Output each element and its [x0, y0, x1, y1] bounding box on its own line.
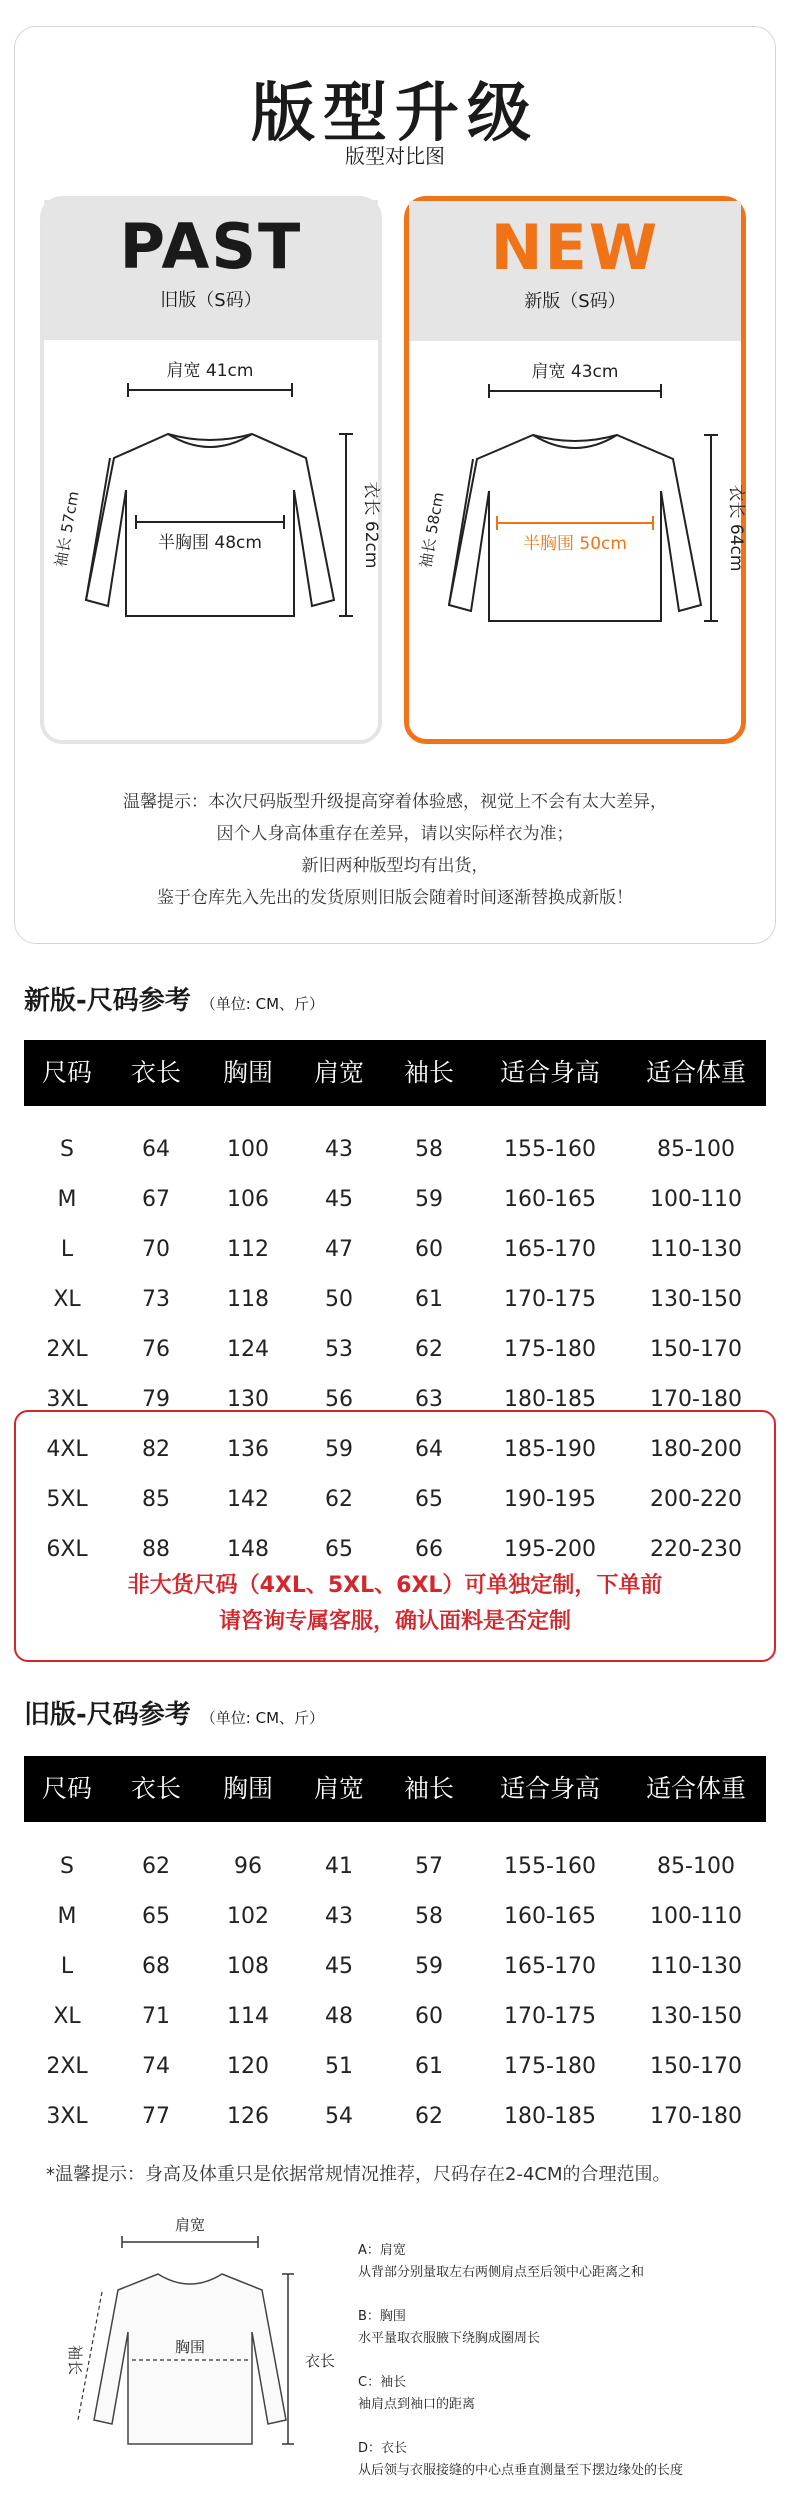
- table-cell: 3XL: [46, 2104, 88, 2129]
- table-cell: 63: [415, 1387, 443, 1412]
- table-cell: 70: [142, 1237, 170, 1262]
- table-cell: 150-170: [650, 2054, 742, 2079]
- table-cell: 130: [227, 1387, 269, 1412]
- table-row: [24, 1842, 766, 1892]
- table-cell: 175-180: [504, 1337, 596, 1362]
- table-cell: 2XL: [46, 2054, 88, 2079]
- new-sleeve-label: 袖长 58cm: [416, 490, 448, 570]
- table-cell: 165-170: [504, 1954, 596, 1979]
- table-cell: 67: [142, 1187, 170, 1212]
- table-cell: 60: [415, 1237, 443, 1262]
- table-cell: 190-195: [504, 1487, 596, 1512]
- table-cell: 118: [227, 1287, 269, 1312]
- new-length-label: 衣长 64cm: [726, 484, 746, 572]
- table-cell: 64: [142, 1137, 170, 1162]
- table-row: [24, 1275, 766, 1325]
- new_table-header-cell: 适合体重: [645, 1058, 746, 1087]
- table-cell: 48: [325, 2004, 353, 2029]
- new-header: [409, 201, 741, 341]
- table-cell: 73: [142, 1287, 170, 1312]
- table-row: [24, 1325, 766, 1375]
- legend-d: [358, 2438, 683, 2482]
- table-cell: 120: [227, 2054, 269, 2079]
- table-cell: XL: [53, 1287, 81, 1312]
- table-cell: 155-160: [504, 1854, 596, 1879]
- legend-title: D：衣长: [358, 2441, 408, 2456]
- table-cell: 50: [325, 1287, 353, 1312]
- table-cell: 220-230: [650, 1537, 742, 1562]
- notice-line: 温馨提示：本次尺码版型升级提高穿着体验感，视觉上不会有太大差异，: [123, 792, 667, 812]
- table-cell: 41: [325, 1854, 353, 1879]
- table-cell: M: [57, 1904, 77, 1929]
- table-cell: 180-185: [504, 1387, 596, 1412]
- table-cell: 160-165: [504, 1187, 596, 1212]
- table-cell: 124: [227, 1337, 269, 1362]
- legend-title: A：肩宽: [358, 2243, 406, 2258]
- table-cell: 180-185: [504, 2104, 596, 2129]
- legend-desc: 从背部分别量取左右两侧肩点至后领中心距离之和: [358, 2265, 645, 2280]
- new-table-title-text: 新版-尺码参考: [24, 986, 191, 1016]
- table-cell: 114: [227, 2004, 269, 2029]
- table-cell: 68: [142, 1954, 170, 1979]
- diagram-shirt: [94, 2274, 286, 2444]
- table-cell: 66: [415, 1537, 443, 1562]
- table-cell: 195-200: [504, 1537, 596, 1562]
- table-row: [24, 1125, 766, 1175]
- past-shirt-diagram: [44, 340, 381, 740]
- table-cell: 54: [325, 2104, 353, 2129]
- notice-line: 因个人身高体重存在差异，请以实际样衣为准；: [216, 824, 574, 844]
- table-cell: 43: [325, 1137, 353, 1162]
- past-sub: 旧版（S码）: [160, 290, 262, 311]
- diagram-shoulder-label: 肩宽: [174, 2216, 206, 2234]
- new_table-header-cell: 衣长: [130, 1058, 181, 1087]
- table-cell: 102: [227, 1904, 269, 1929]
- table-cell: S: [60, 1854, 74, 1879]
- table-cell: 65: [325, 1537, 353, 1562]
- table-cell: XL: [53, 2004, 81, 2029]
- legend-desc: 从后领与衣服接缝的中心点垂直测量至下摆边缘处的长度: [358, 2463, 684, 2478]
- table-cell: 160-165: [504, 1904, 596, 1929]
- table-cell: 79: [142, 1387, 170, 1412]
- past-word: PAST: [119, 210, 303, 283]
- table-cell: 61: [415, 2054, 443, 2079]
- old_table-header-cell: 衣长: [130, 1774, 181, 1803]
- table-row: [24, 1225, 766, 1275]
- table-cell: 126: [227, 2104, 269, 2129]
- notice-text: [0, 786, 790, 914]
- table-cell: 74: [142, 2054, 170, 2079]
- new_table-header-cell: 适合身高: [499, 1058, 600, 1087]
- old_table-header-cell: 胸围: [222, 1774, 273, 1803]
- table-row: [24, 1992, 766, 2042]
- notice-line: 鉴于仓库先入先出的发货原则旧版会随着时间逐渐替换成新版！: [157, 888, 633, 908]
- table-cell: 64: [415, 1437, 443, 1462]
- table-cell: 155-160: [504, 1137, 596, 1162]
- table-cell: 150-170: [650, 1337, 742, 1362]
- new_table-header-cell: 袖长: [403, 1058, 454, 1087]
- table-row: [24, 1942, 766, 1992]
- new-table-header: [24, 1040, 766, 1106]
- size-tip: *温馨提示：身高及体重只是依据常规情况推荐，尺码存在2-4CM的合理范围。: [46, 2164, 671, 2185]
- table-cell: 4XL: [46, 1437, 88, 1462]
- table-cell: 61: [415, 1287, 443, 1312]
- past-length-label: 衣长 62cm: [361, 481, 381, 569]
- table-cell: 65: [415, 1487, 443, 1512]
- table-cell: 110-130: [650, 1954, 742, 1979]
- new-chest-label: 半胸围 50cm: [523, 534, 627, 554]
- new-table-unit: （单位: CM、斤）: [200, 995, 325, 1013]
- table-cell: 56: [325, 1387, 353, 1412]
- old_table-header-cell: 袖长: [403, 1774, 454, 1803]
- table-cell: 200-220: [650, 1487, 742, 1512]
- table-cell: 85-100: [657, 1137, 735, 1162]
- table-cell: 130-150: [650, 1287, 742, 1312]
- table-cell: L: [60, 1237, 74, 1262]
- table-cell: 136: [227, 1437, 269, 1462]
- table-cell: M: [57, 1187, 77, 1212]
- table-cell: 108: [227, 1954, 269, 1979]
- past-shirt-outline: [86, 434, 334, 616]
- diagram-chest-label: 胸围: [174, 2338, 206, 2356]
- table-cell: 60: [415, 2004, 443, 2029]
- table-cell: 106: [227, 1187, 269, 1212]
- diagram-length-label: 衣长: [304, 2352, 336, 2370]
- table-cell: 47: [325, 1237, 353, 1262]
- legend-title: C：袖长: [358, 2375, 407, 2390]
- page-title: 版型升级: [251, 77, 539, 151]
- table-cell: 170-175: [504, 1287, 596, 1312]
- page-subtitle: 版型对比图: [345, 144, 445, 168]
- old_table-header-cell: 适合体重: [645, 1774, 746, 1803]
- table-cell: 82: [142, 1437, 170, 1462]
- table-cell: 57: [415, 1854, 443, 1879]
- table-cell: 170-180: [650, 1387, 742, 1412]
- measure-diagram: [40, 2210, 340, 2490]
- table-row: [24, 2042, 766, 2092]
- table-cell: 3XL: [46, 1387, 88, 1412]
- table-cell: 175-180: [504, 2054, 596, 2079]
- table-cell: 148: [227, 1537, 269, 1562]
- new-word: NEW: [490, 211, 660, 284]
- old_table-header-cell: 肩宽: [313, 1774, 364, 1803]
- new-shirt-diagram: [409, 341, 746, 741]
- legend-title: B：胸围: [358, 2309, 406, 2324]
- table-cell: 85: [142, 1487, 170, 1512]
- legend-a: [358, 2240, 644, 2284]
- old_table-header-cell: 适合身高: [499, 1774, 600, 1803]
- old-table-unit: （单位: CM、斤）: [200, 1709, 325, 1727]
- table-cell: 58: [415, 1904, 443, 1929]
- table-cell: 71: [142, 2004, 170, 2029]
- table-cell: 170-175: [504, 2004, 596, 2029]
- table-cell: 180-200: [650, 1437, 742, 1462]
- table-cell: 100-110: [650, 1904, 742, 1929]
- table-cell: 142: [227, 1487, 269, 1512]
- table-cell: 100-110: [650, 1187, 742, 1212]
- legend-desc: 袖肩点到袖口的距离: [358, 2397, 476, 2412]
- table-row: [24, 2092, 766, 2142]
- table-cell: 130-150: [650, 2004, 742, 2029]
- new-shoulder-label: 肩宽 43cm: [531, 362, 619, 382]
- table-cell: L: [60, 1954, 74, 1979]
- table-cell: 96: [234, 1854, 262, 1879]
- new-sub: 新版（S码）: [524, 291, 626, 312]
- table-cell: 58: [415, 1137, 443, 1162]
- past-shoulder-label: 肩宽 41cm: [166, 361, 254, 381]
- past-sleeve-label: 袖长 57cm: [51, 489, 83, 569]
- table-cell: 62: [415, 2104, 443, 2129]
- new_table-header-cell: 尺码: [41, 1058, 92, 1087]
- table-cell: 2XL: [46, 1337, 88, 1362]
- table-cell: S: [60, 1137, 74, 1162]
- table-cell: 51: [325, 2054, 353, 2079]
- past-chest-label: 半胸围 48cm: [158, 533, 262, 553]
- new-table-title: [24, 980, 324, 1017]
- new-panel: [404, 196, 746, 744]
- table-cell: 6XL: [46, 1537, 88, 1562]
- notice-line: 新旧两种版型均有出货，: [301, 856, 489, 876]
- past-panel: [40, 196, 382, 744]
- old_table-header-cell: 尺码: [41, 1774, 92, 1803]
- table-cell: 165-170: [504, 1237, 596, 1262]
- table-cell: 65: [142, 1904, 170, 1929]
- old-table-header: [24, 1756, 766, 1822]
- table-cell: 170-180: [650, 2104, 742, 2129]
- table-cell: 85-100: [657, 1854, 735, 1879]
- past-header: [44, 200, 378, 340]
- table-cell: 62: [325, 1487, 353, 1512]
- table-cell: 45: [325, 1954, 353, 1979]
- legend-b: [358, 2306, 540, 2350]
- diagram-sleeve-label: 袖长: [66, 2344, 84, 2376]
- table-cell: 185-190: [504, 1437, 596, 1462]
- table-cell: 5XL: [46, 1487, 88, 1512]
- table-cell: 59: [325, 1437, 353, 1462]
- legend-c: [358, 2372, 475, 2416]
- old-table-title: [24, 1694, 324, 1731]
- new_table-header-cell: 胸围: [222, 1058, 273, 1087]
- table-cell: 59: [415, 1187, 443, 1212]
- table-cell: 43: [325, 1904, 353, 1929]
- custom-note-line: 非大货尺码（4XL、5XL、6XL）可单独定制，下单前: [127, 1573, 663, 1598]
- table-row: [24, 1175, 766, 1225]
- table-cell: 77: [142, 2104, 170, 2129]
- legend-desc: 水平量取衣服腋下绕胸成圈周长: [358, 2331, 541, 2346]
- table-cell: 62: [415, 1337, 443, 1362]
- table-row: [24, 1892, 766, 1942]
- old-table-title-text: 旧版-尺码参考: [24, 1700, 191, 1730]
- table-cell: 53: [325, 1337, 353, 1362]
- custom-note-line: 请咨询专属客服，确认面料是否定制: [218, 1609, 571, 1634]
- table-cell: 76: [142, 1337, 170, 1362]
- table-cell: 59: [415, 1954, 443, 1979]
- table-cell: 112: [227, 1237, 269, 1262]
- table-cell: 45: [325, 1187, 353, 1212]
- custom-size-note: [0, 1568, 790, 1640]
- new_table-header-cell: 肩宽: [313, 1058, 364, 1087]
- table-cell: 100: [227, 1137, 269, 1162]
- new-shirt-outline: [449, 435, 701, 621]
- table-cell: 88: [142, 1537, 170, 1562]
- table-cell: 62: [142, 1854, 170, 1879]
- table-cell: 110-130: [650, 1237, 742, 1262]
